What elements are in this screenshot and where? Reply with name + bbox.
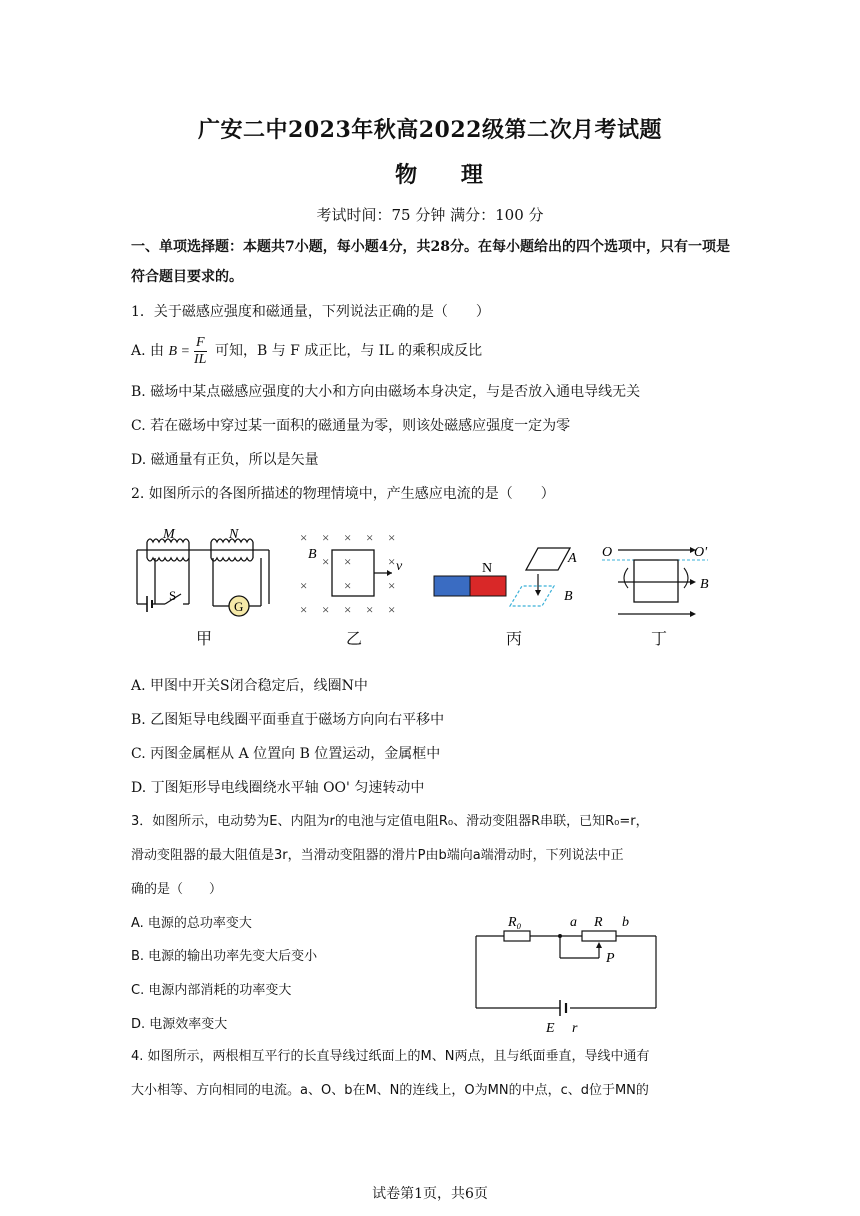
circuit-a-label: a bbox=[570, 915, 577, 930]
exam-title: 广安二中2023年秋高2022级第二次月考试题 bbox=[198, 117, 662, 143]
fig1-n-label: N bbox=[229, 527, 239, 542]
q4-line1: 4. 如图所示，两根相互平行的长直导线过纸面上的M、N两点，且与纸面垂直，导线中通有 bbox=[131, 1049, 650, 1064]
fig4-oprime-label: O' bbox=[694, 545, 708, 560]
q1-option-b: B. 磁场中某点磁感应强度的大小和方向由磁场本身决定，与是否放入通电导线无关 bbox=[131, 384, 641, 400]
figure-bing bbox=[430, 540, 580, 620]
q1-frac-num: F bbox=[195, 334, 205, 350]
svg-text:×: × bbox=[366, 602, 374, 617]
svg-text:×: × bbox=[344, 602, 352, 617]
q3-stem-line1: 3．如图所示，电动势为E、内阻为r的电池与定值电阻R₀、滑动变阻器R串联，已知R₀=r， bbox=[131, 814, 649, 829]
q1-a-prefix: A. 由 bbox=[131, 343, 165, 359]
q2-option-d: D. 丁图矩形导电线圈绕水平轴 OO' 匀速转动中 bbox=[131, 780, 425, 796]
q2-option-c: C. 丙图金属框从 A 位置向 B 位置运动，金属框中 bbox=[131, 746, 441, 762]
q3-option-d: D. 电源效率变大 bbox=[131, 1017, 228, 1032]
circuit-r0-label: R₀ bbox=[508, 915, 522, 930]
svg-text:×: × bbox=[388, 530, 396, 545]
q4-line2: 大小相等、方向相同的电流。a、O、b在M、N的连线上，O为MN的中点，c、d位于MN的 bbox=[131, 1083, 649, 1098]
svg-text:×: × bbox=[322, 602, 330, 617]
fig-label-bing: 丙 bbox=[506, 629, 523, 648]
svg-text:×: × bbox=[388, 578, 396, 593]
svg-text:×: × bbox=[344, 554, 352, 569]
fig-label-yi: 乙 bbox=[346, 629, 363, 648]
circuit-r-internal-label: r bbox=[572, 1021, 578, 1034]
q1-a-suffix: 可知，B 与 F 成正比，与 IL 的乘积成反比 bbox=[214, 343, 483, 359]
circuit-b-label: b bbox=[622, 915, 629, 930]
figure-circuit bbox=[468, 910, 668, 1034]
q2-option-b: B. 乙图矩导电线圈平面垂直于磁场方向向右平移中 bbox=[131, 712, 445, 728]
fig2-b-label: B bbox=[308, 547, 317, 562]
fig2-v-label: v bbox=[396, 559, 403, 574]
figure-ding bbox=[598, 538, 728, 622]
subject-title: 物 理 bbox=[395, 162, 501, 188]
svg-text:×: × bbox=[388, 554, 396, 569]
svg-text:×: × bbox=[300, 530, 308, 545]
fig1-m-label: M bbox=[163, 527, 175, 542]
fig-label-jia: 甲 bbox=[196, 629, 213, 648]
fig3-n-label: N bbox=[482, 561, 493, 576]
svg-text:×: × bbox=[300, 578, 308, 593]
page-footer: 试卷第1页，共6页 bbox=[372, 1186, 488, 1202]
q1-formula-lhs: B = bbox=[168, 344, 190, 359]
svg-text:×: × bbox=[344, 578, 352, 593]
circuit-r-label: R bbox=[594, 915, 603, 930]
q3-option-a: A. 电源的总功率变大 bbox=[131, 916, 252, 931]
fig1-s-label: S bbox=[169, 588, 177, 603]
section-heading: 一、单项选择题：本题共7小题，每小题4分，共28分。在每小题给出的四个选项中，只有一项是符合题目要求的。 bbox=[131, 239, 730, 285]
q1-fraction bbox=[194, 335, 207, 368]
figure-jia bbox=[125, 522, 275, 626]
svg-text:×: × bbox=[388, 602, 396, 617]
fig4-b-label: B bbox=[700, 577, 709, 592]
q1-stem: 1．关于磁感应强度和磁通量，下列说法正确的是（ ） bbox=[131, 304, 490, 320]
q1-frac-den: IL bbox=[194, 351, 207, 367]
q3-option-c: C. 电源内部消耗的功率变大 bbox=[131, 983, 292, 998]
q2-stem: 2. 如图所示的各图所描述的物理情境中，产生感应电流的是（ ） bbox=[131, 486, 555, 502]
svg-text:×: × bbox=[366, 530, 374, 545]
q1-option-d: D. 磁通量有正负，所以是矢量 bbox=[131, 452, 319, 468]
figure-yi bbox=[296, 528, 414, 620]
svg-text:×: × bbox=[322, 554, 330, 569]
fig1-g-label: G bbox=[234, 599, 244, 614]
fig3-a-label: A bbox=[568, 551, 577, 566]
exam-info: 考试时间：75 分钟 满分：100 分 bbox=[316, 206, 544, 224]
q1-option-c: C. 若在磁场中穿过某一面积的磁通量为零，则该处磁感应强度一定为零 bbox=[131, 418, 571, 434]
svg-text:×: × bbox=[322, 530, 330, 545]
circuit-p-label: P bbox=[606, 951, 615, 966]
q1-option-a bbox=[131, 331, 482, 372]
q2-option-a: A. 甲图中开关S闭合稳定后，线圈N中 bbox=[131, 678, 368, 694]
svg-text:×: × bbox=[300, 602, 308, 617]
fig-label-ding: 丁 bbox=[651, 629, 668, 648]
q3-option-b: B. 电源的输出功率先变大后变小 bbox=[131, 949, 318, 964]
fig4-o-label: O bbox=[602, 545, 613, 560]
q3-stem-line2: 滑动变阻器的最大阻值是3r，当滑动变阻器的滑片P由b端向a端滑动时，下列说法中正 bbox=[131, 848, 624, 863]
q3-stem-line3: 确的是（ ） bbox=[131, 882, 223, 897]
svg-text:×: × bbox=[344, 530, 352, 545]
circuit-e-label: E bbox=[546, 1021, 555, 1034]
fig3-b-label: B bbox=[564, 589, 573, 604]
